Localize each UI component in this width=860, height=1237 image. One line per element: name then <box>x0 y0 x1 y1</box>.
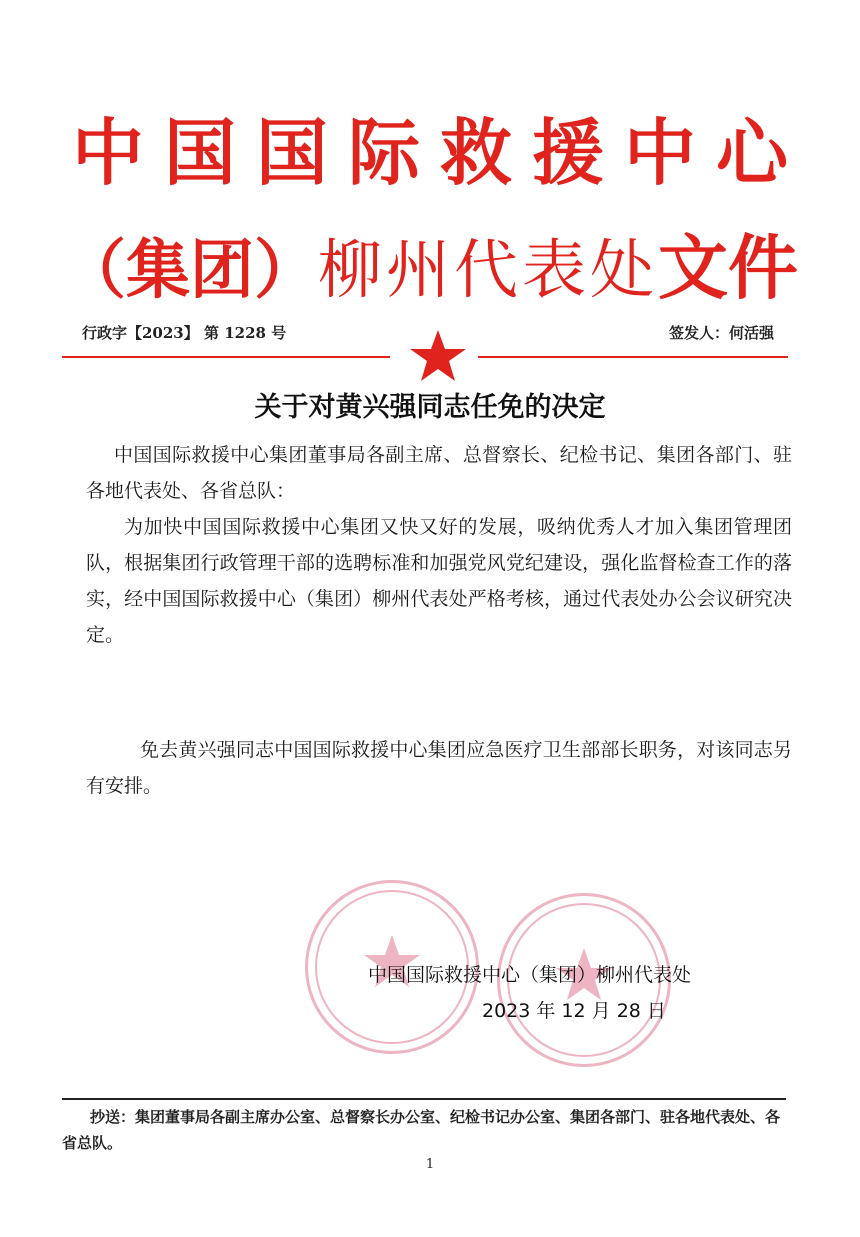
signer: 签发人：何活强 <box>668 324 774 342</box>
body-paragraph-1: 为加快中国国际救援中心集团又快又好的发展，吸纳优秀人才加入集团管理团队，根据集团行政管理干部的选聘标准和加强党风党纪建设，强化监督检查工作的落实，经中国国际救援中心（集团）柳州代表处严格考核，通过代表处办公会议研究决定。 <box>86 516 792 646</box>
header-office-line <box>0 226 860 313</box>
document-number: 行政字【2023】 第 1228 号 <box>82 324 287 342</box>
header-org-name: 中国国际救援中心 <box>71 111 808 195</box>
body-paragraph-2: 免去黄兴强同志中国国际救援中心集团应急医疗卫生部部长职务，对该同志另有安排。 <box>86 739 792 797</box>
header-close-paren: ） <box>254 234 318 308</box>
carbon-copy-divider <box>62 1098 786 1100</box>
header-office: 柳州代表处 <box>318 234 658 308</box>
header-doc-word: 文件 <box>658 227 798 309</box>
header-open-paren: （ <box>62 234 126 308</box>
header-group: 集团 <box>126 234 254 308</box>
red-divider-right <box>478 356 788 358</box>
red-star-icon <box>408 328 468 384</box>
addressee: 中国国际救援中心集团董事局各副主席、总督察长、纪检书记、集团各部门、驻各地代表处、各省总队： <box>86 444 792 502</box>
carbon-copy: 抄送：集团董事局各副主席办公室、总督察长办公室、纪检书记办公室、集团各部门、驻各地代表处、各省总队。 <box>62 1108 781 1152</box>
signature-organization: 中国国际救援中心（集团）柳州代表处 <box>368 964 692 986</box>
red-divider-left <box>62 356 390 358</box>
page-number: 1 <box>425 1157 435 1172</box>
signature-date: 2023 年 12 月 28 日 <box>482 1000 666 1022</box>
document-title: 关于对黄兴强同志任免的决定 <box>254 392 606 423</box>
